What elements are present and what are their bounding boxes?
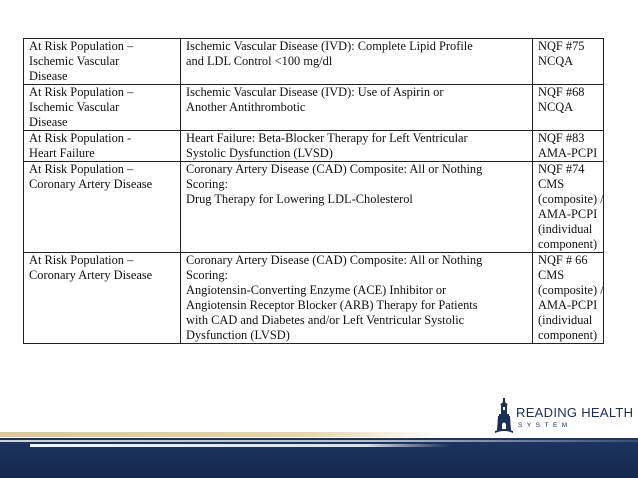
cell-text-line: At Risk Population – <box>29 162 134 176</box>
source-cell <box>533 162 604 253</box>
table-row <box>24 85 604 131</box>
table-body <box>24 39 604 344</box>
cell-text-line: AMA-PCPI <box>538 207 598 221</box>
cell-text-line: At Risk Population – <box>29 253 134 267</box>
cell-text-line: Heart Failure <box>29 146 95 160</box>
cell-text-line: Coronary Artery Disease <box>29 268 153 282</box>
cell-text-line: component) <box>538 237 598 251</box>
cell-text-line: NQF # 66 <box>538 253 588 267</box>
cell-text-line: (individual <box>538 313 593 327</box>
source-cell <box>533 131 604 162</box>
logo-subtitle: SYSTEM <box>518 422 572 429</box>
table-row <box>24 253 604 344</box>
cell-text-line: (composite) / <box>538 192 604 206</box>
cell-text-line: Coronary Artery Disease <box>29 177 153 191</box>
cell-text-line: Scoring: <box>186 177 228 191</box>
cell-text-line: CMS <box>538 177 565 191</box>
cell-text-line: Drug Therapy for Lowering LDL-Cholesterol <box>186 192 413 206</box>
measure-cell <box>181 85 533 131</box>
population-cell <box>24 253 181 344</box>
cell-text-line: At Risk Population – <box>29 85 134 99</box>
cell-text-line: Systolic Dysfunction (LVSD) <box>186 146 333 160</box>
cell-text-line: NQF #75 <box>538 39 585 53</box>
cell-text-line: component) <box>538 328 598 342</box>
source-cell <box>533 39 604 85</box>
cell-text-line: (composite) / <box>538 283 604 297</box>
cell-text-line: Ischemic Vascular <box>29 100 120 114</box>
measure-cell <box>181 253 533 344</box>
reading-health-logo <box>494 397 634 441</box>
footer-white-stripe <box>30 444 450 447</box>
cell-text-line: CMS <box>538 268 565 282</box>
cell-text-line: Dysfunction (LVSD) <box>186 328 290 342</box>
cell-text-line: Ischemic Vascular <box>29 54 120 68</box>
cell-text-line: NCQA <box>538 54 574 68</box>
cell-text-line: Coronary Artery Disease (CAD) Composite: All or Nothing <box>186 162 483 176</box>
cell-text-line: AMA-PCPI <box>538 146 598 160</box>
cell-text-line: AMA-PCPI <box>538 298 598 312</box>
cell-text-line: Coronary Artery Disease (CAD) Composite: All or Nothing <box>186 253 483 267</box>
footer-gold-stripe <box>0 432 440 437</box>
population-cell <box>24 85 181 131</box>
tower-icon <box>494 397 514 441</box>
cell-text-line: Angiotensin Receptor Blocker (ARB) Therapy for Patients <box>186 298 478 312</box>
cell-text-line: Disease <box>29 69 68 83</box>
cell-text-line: NCQA <box>538 100 574 114</box>
cell-text-line: and LDL Control <100 mg/dl <box>186 54 333 68</box>
quality-measures-table <box>23 38 604 344</box>
cell-text-line: Heart Failure: Beta-Blocker Therapy for Left Ventricular <box>186 131 468 145</box>
cell-text-line: At Risk Population - <box>29 131 132 145</box>
cell-text-line: NQF #83 <box>538 131 585 145</box>
cell-text-line: with CAD and Diabetes and/or Left Ventricular Systolic <box>186 313 465 327</box>
cell-text-line: (individual <box>538 222 593 236</box>
population-cell <box>24 131 181 162</box>
table-row <box>24 131 604 162</box>
cell-text-line: At Risk Population – <box>29 39 134 53</box>
table-row <box>24 162 604 253</box>
cell-text-line: Ischemic Vascular Disease (IVD): Use of Aspirin or <box>186 85 444 99</box>
source-cell <box>533 253 604 344</box>
logo-name: READING HEALTH <box>516 405 634 420</box>
cell-text-line: NQF #74 <box>538 162 585 176</box>
population-cell <box>24 39 181 85</box>
cell-text-line: Ischemic Vascular Disease (IVD): Complete Lipid Profile <box>186 39 473 53</box>
measure-cell <box>181 39 533 85</box>
cell-text-line: Another Antithrombotic <box>186 100 306 114</box>
table-row <box>24 39 604 85</box>
cell-text-line: Disease <box>29 115 68 129</box>
population-cell <box>24 162 181 253</box>
source-cell <box>533 85 604 131</box>
measure-cell <box>181 131 533 162</box>
cell-text-line: Scoring: <box>186 268 228 282</box>
cell-text-line: Angiotensin-Converting Enzyme (ACE) Inhibitor or <box>186 283 447 297</box>
cell-text-line: NQF #68 <box>538 85 585 99</box>
measure-cell <box>181 162 533 253</box>
footer-light-stripe <box>0 440 638 442</box>
